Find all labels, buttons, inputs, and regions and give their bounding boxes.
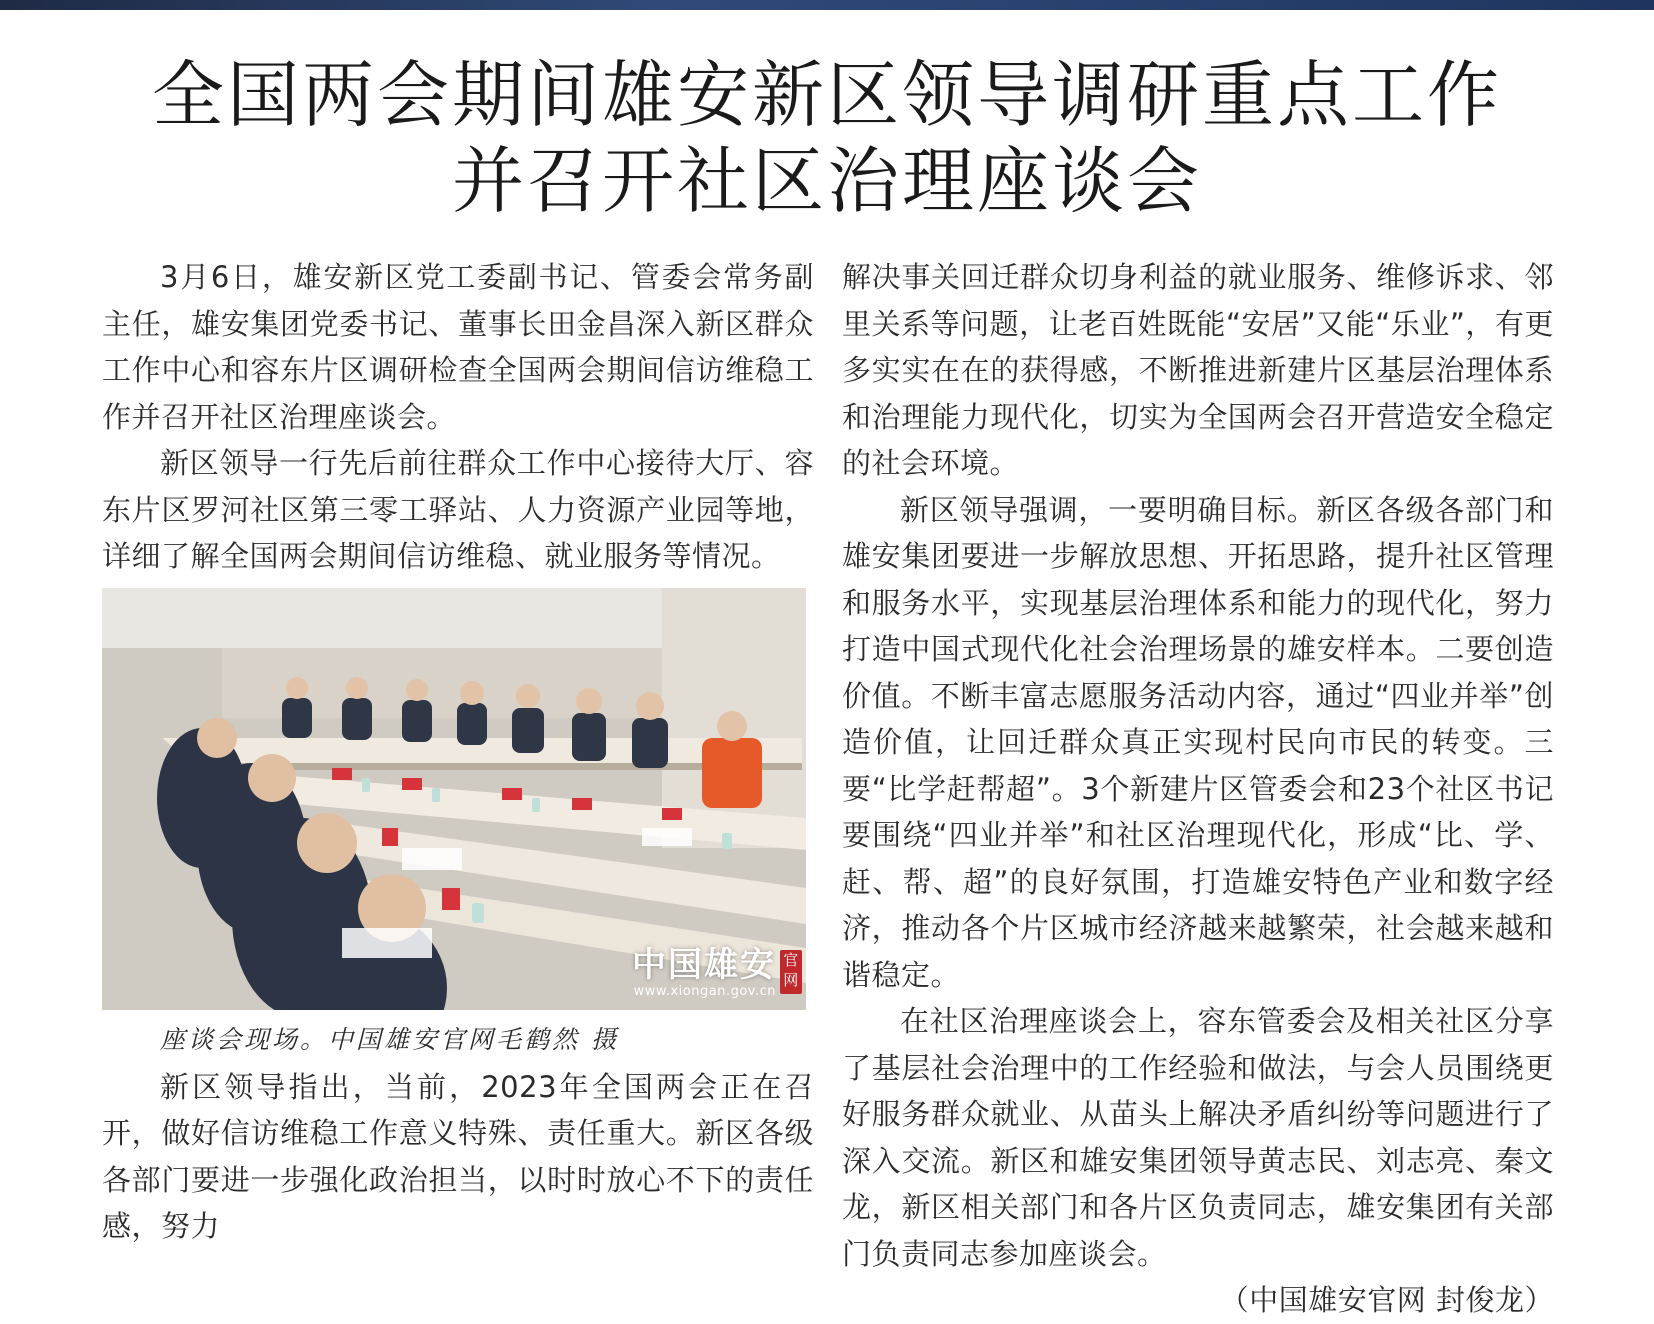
paragraph-4: 新区领导强调，一要明确目标。新区各级各部门和雄安集团要进一步解放思想、开拓思路，提升社区管理和服务水平，实现基层治理体系和能力的现代化，努力打造中国式现代化社会治理场景的雄安样本。二要创造价值。不断丰富志愿服务活动内容，通过“四业并举”创造价值，让回迁群众真正实现村民向市民的转变。三要“比学赶帮超”。3个新建片区管委会和23个社区书记要围绕“四业并举”和社区治理现代化，形成“比、学、赶、帮、超”的良好氛围，打造雄安特色产业和数字经济，推动各个片区城市经济越来越繁荣，社会越来越和谐稳定。 (842, 492, 1554, 992)
paragraph-5-text: 在社区治理座谈会上，容东管委会及相关社区分享了基层社会治理中的工作经验和做法，与会人员围绕更好服务群众就业、从苗头上解决矛盾纠纷等问题进行了深入交流。新区和雄安集团领导黄志民、刘志亮、秦文龙，新区相关部门和各片区负责同志，雄安集团有关部门负责同志参加座谈会。 (842, 1004, 1554, 1271)
author-credit: （中国雄安官网 封俊龙） (1219, 1283, 1554, 1317)
meeting-photo (102, 588, 806, 1010)
title-line-1: 全国两会期间雄安新区领导调研重点工作 (151, 53, 1502, 137)
title-line-2: 并召开社区治理座谈会 (451, 139, 1202, 223)
photo-caption: 座谈会现场。中国雄安官网毛鹤然 摄 (160, 1024, 619, 1054)
paragraph-1: 3月6日，雄安新区党工委副书记、管委会常务副主任，雄安集团党委书记、董事长田金昌深入新区群众工作中心和容东片区调研检查全国两会期间信访维稳工作并召开社区治理座谈会。 (102, 260, 814, 434)
paragraph-3: 新区领导指出，当前，2023年全国两会正在召开，做好信访维稳工作意义特殊、责任重大。新区各级各部门要进一步强化政治担当，以时时放心不下的责任感，努力 (102, 1069, 814, 1243)
article-title (0, 52, 1654, 224)
watermark-logo: 中国雄安 (632, 944, 776, 985)
left-column (102, 254, 814, 1250)
watermark-seal: 官网 (780, 950, 802, 994)
top-banner-bar (0, 0, 1654, 10)
paragraph-2: 新区领导一行先后前往群众工作中心接待大厅、容东片区罗河社区第三零工驿站、人力资源产业园等地，详细了解全国两会期间信访维稳、就业服务等情况。 (102, 446, 814, 573)
watermark-url: www.xiongan.gov.cn (633, 983, 776, 999)
paragraph-5 (842, 998, 1554, 1317)
photo-watermark (632, 944, 799, 1000)
right-column (842, 254, 1554, 1324)
paragraph-3-continued: 解决事关回迁群众切身利益的就业服务、维修诉求、邻里关系等问题，让老百姓既能“安居”又能“乐业”，有更多实实在在的获得感，不断推进新建片区基层治理体系和治理能力现代化，切实为全国两会召开营造安全稳定的社会环境。 (842, 260, 1554, 480)
